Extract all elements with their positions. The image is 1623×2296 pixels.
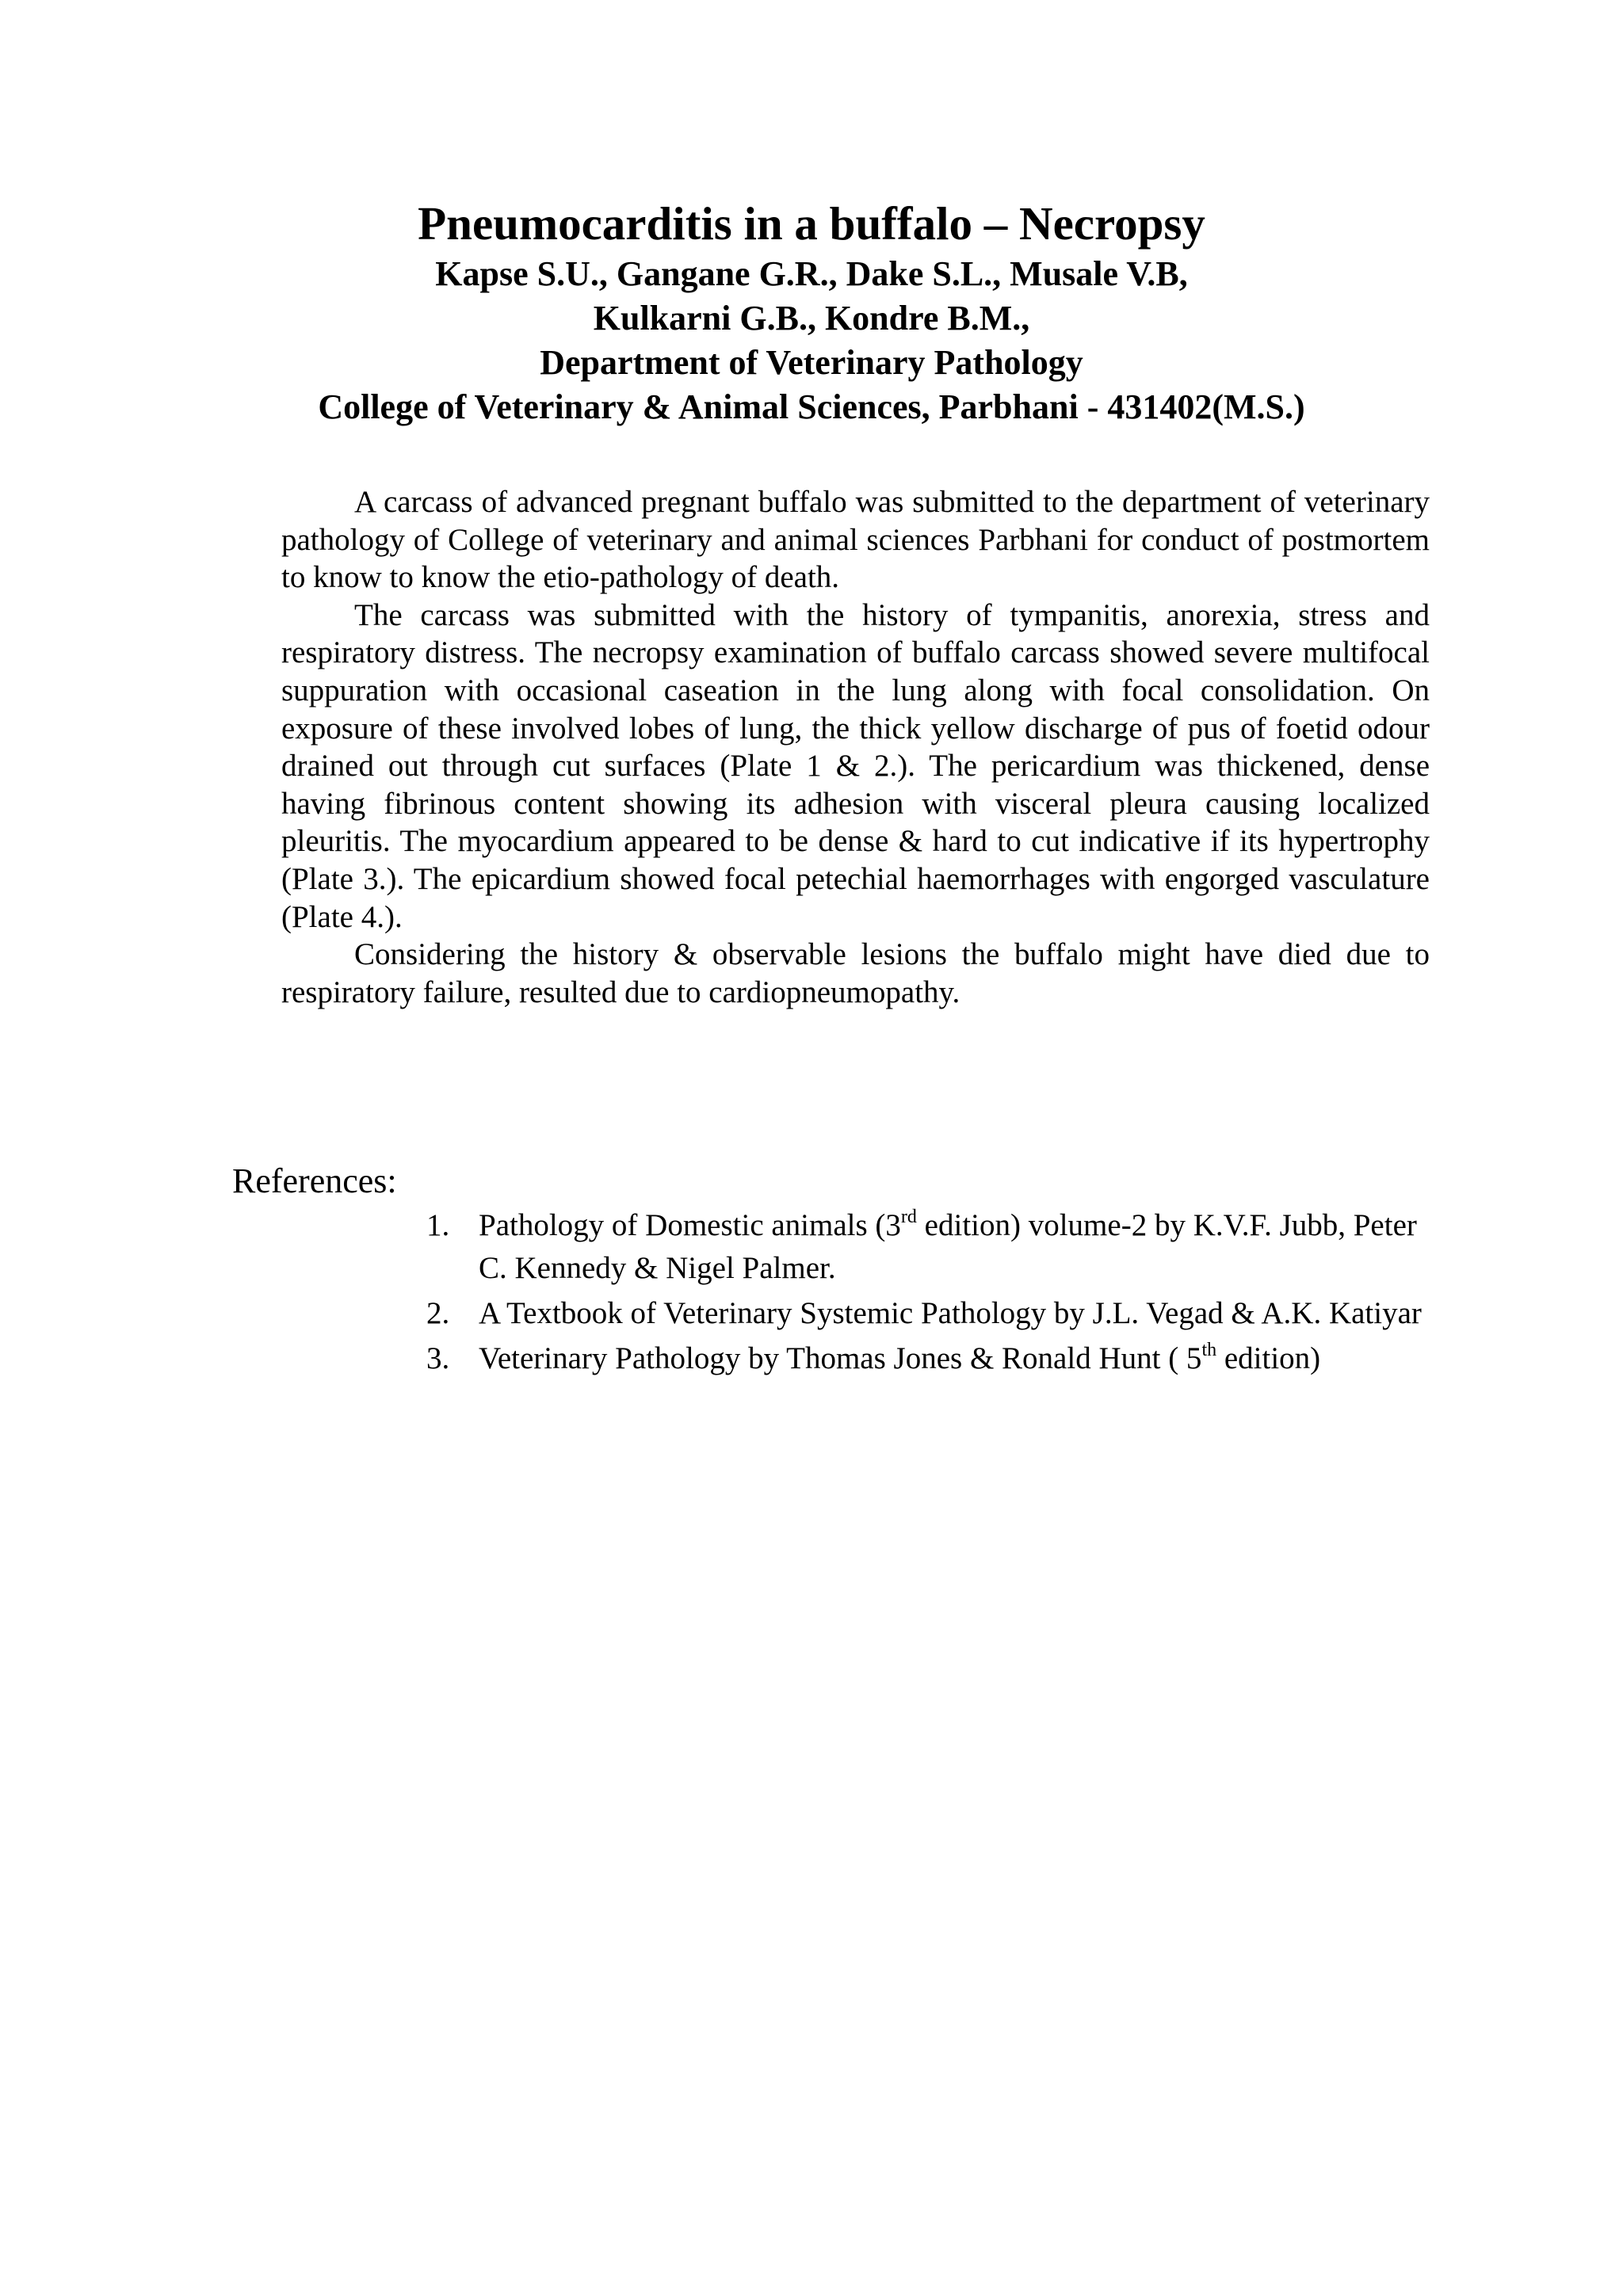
reference-text: A Textbook of Veterinary Systemic Pathology by J.L. Vegad & A.K. Katiyar (479, 1296, 1422, 1330)
reference-item (420, 1337, 1450, 1380)
references-list (420, 1204, 1450, 1383)
department-name: Department of Veterinary Pathology (540, 343, 1083, 382)
reference-number: 3. (426, 1341, 450, 1375)
paragraph-findings: The carcass was submitted with the history of tympanitis, anorexia, stress and respiratory distress. The necropsy examination of buffalo carcass showed severe multifocal suppuration with occasional caseation in the lung along with focal consolidation. On exposure of these involved lobes of lung, the thick yellow discharge of pus of foetid odour drained out through cut surfaces (Plate 1 & 2.). The pericardium was thickened, dense having fibrinous content showing its adhesion with visceral pleura causing localized pleuritis. The myocardium appeared to be dense & hard to cut indicative if its hypertrophy (Plate 3.). The epicardium showed focal petechial haemorrhages with engorged vasculature (Plate 4.). (281, 597, 1430, 934)
institution-name: College of Veterinary & Animal Sciences, Parbhani - 431402(M.S.) (318, 387, 1305, 426)
reference-text-tail: edition) (1216, 1341, 1321, 1375)
reference-text: Veterinary Pathology by Thomas Jones & Ronald Hunt ( 5 (479, 1341, 1202, 1375)
authors-line-2: Kulkarni G.B., Kondre B.M., (593, 299, 1030, 338)
paragraph-introduction: A carcass of advanced pregnant buffalo was submitted to the department of veterinary pathology of College of veterinary and animal sciences Parbhani for conduct of postmortem to know to know the etio-pathology of death. (281, 485, 1430, 595)
reference-number: 1. (426, 1208, 450, 1242)
paper-title: Pneumocarditis in a buffalo – Necropsy (418, 197, 1205, 250)
reference-superscript: th (1201, 1340, 1217, 1360)
paragraph-conclusion: Considering the history & observable lesions the buffalo might have died due to respiratory failure, resulted due to cardiopneumopathy. (281, 937, 1430, 1009)
authors-line-1: Kapse S.U., Gangane G.R., Dake S.L., Musale V.B, (435, 254, 1188, 293)
reference-item (420, 1292, 1450, 1335)
body-text (281, 483, 1430, 1011)
reference-text-tail: edition) volume-2 by K.V.F. Jubb, Peter C. Kennedy & Nigel Palmer. (479, 1208, 1417, 1285)
reference-number: 2. (426, 1296, 450, 1330)
reference-item (420, 1204, 1450, 1290)
reference-superscript: rd (900, 1207, 917, 1227)
reference-text: Pathology of Domestic animals (3 (479, 1208, 901, 1242)
references-heading: References: (232, 1161, 397, 1200)
paper-header (0, 195, 1623, 429)
